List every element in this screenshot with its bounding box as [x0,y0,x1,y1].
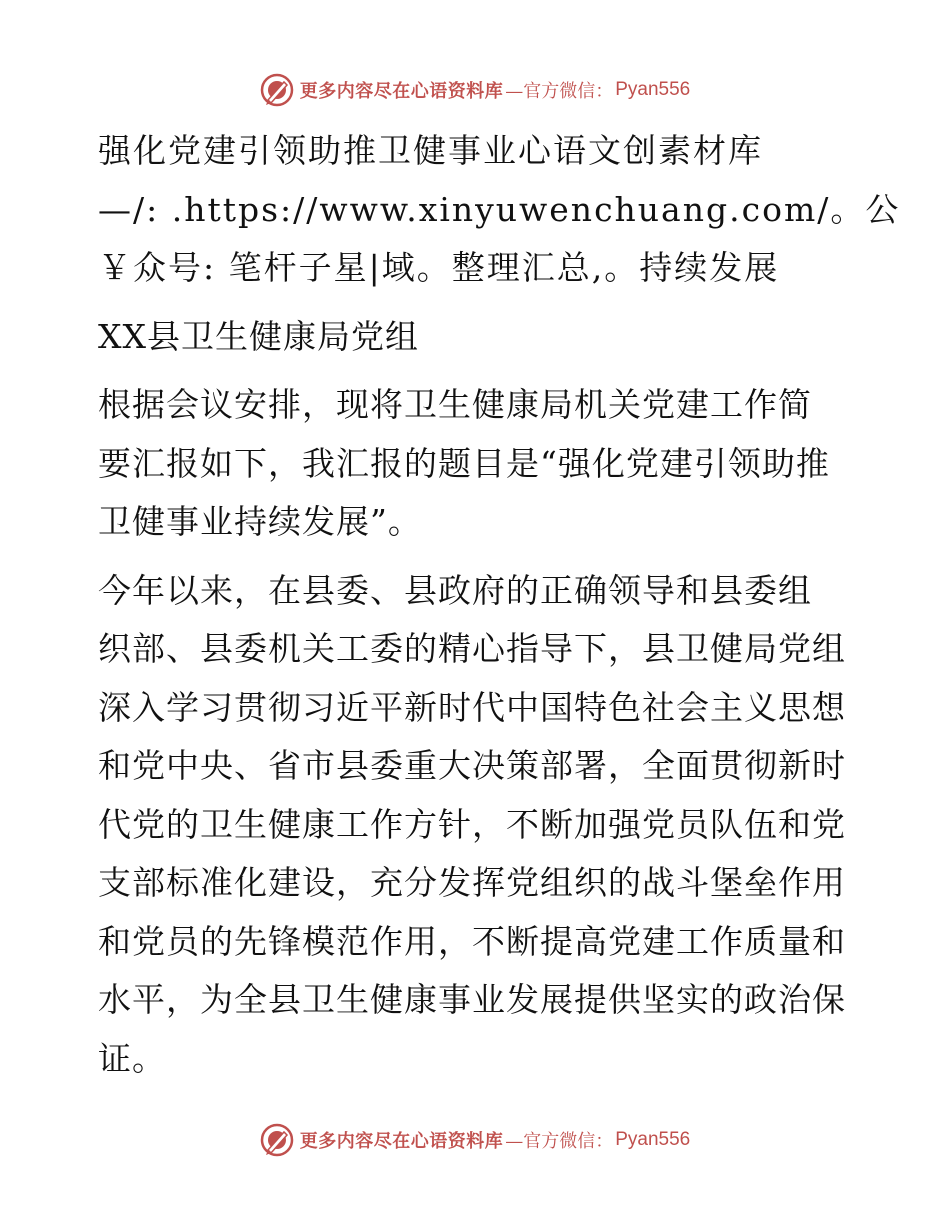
document-body [98,122,901,1098]
org-text: XX县卫生健康局党组 [98,316,419,356]
watermark-wechat-id: Pyan556 [615,1129,691,1150]
paragraph-line: 深入学习贯彻习近平新时代中国特色社会主义思想 [98,687,846,727]
paragraph-main [98,562,850,1089]
document-title [98,122,901,298]
paragraph-line: 织部、县委机关工委的精心指导下，县卫健局党组 [98,629,846,668]
paragraph-line: 要汇报如下，我汇报的题目是“强化党建引领助推 [98,443,830,483]
title-line: —/: .https://www.xinyuwenchuang.com/。公 [98,189,901,229]
watermark-wechat-id: Pyan556 [615,79,691,100]
watermark-sub-text: —官方微信： [505,81,614,102]
title-line: 强化党建引领助推卫健事业心语文创素材库 [98,131,763,170]
watermark-sub-text: —官方微信： [505,1131,614,1152]
paragraph-intro [98,376,850,552]
header-watermark [0,70,950,110]
footer-watermark [0,1120,950,1160]
paragraph-line: 卫健事业持续发展”。 [98,502,422,541]
paragraph-line: 水平，为全县卫生健康事业发展提供坚实的政治保 [98,980,846,1019]
paragraph-line: 根据会议安排，现将卫生健康局机关党建工作简 [98,385,812,424]
paragraph-line: 代党的卫生健康工作方针，不断加强党员队伍和党 [98,804,846,844]
watermark-main-text: 更多内容尽在心语资料库 [299,81,504,102]
paragraph-line: 支部标准化建设，充分发挥党组织的战斗堡垒作用 [98,863,846,902]
organization-line [98,308,850,367]
pen-logo-icon [260,73,294,107]
pen-logo-icon [260,1123,294,1157]
paragraph-line: 证。 [98,1038,166,1078]
watermark-main-text: 更多内容尽在心语资料库 [299,1131,504,1152]
paragraph-line: 今年以来，在县委、县政府的正确领导和县委组 [98,570,812,610]
paragraph-line: 和党中央、省市县委重大决策部署，全面贯彻新时 [98,746,846,785]
title-line: ￥众号: 笔杆子星|域。整理汇总,。持续发展 [98,248,780,287]
paragraph-line: 和党员的先锋模范作用，不断提高党建工作质量和 [98,921,846,961]
